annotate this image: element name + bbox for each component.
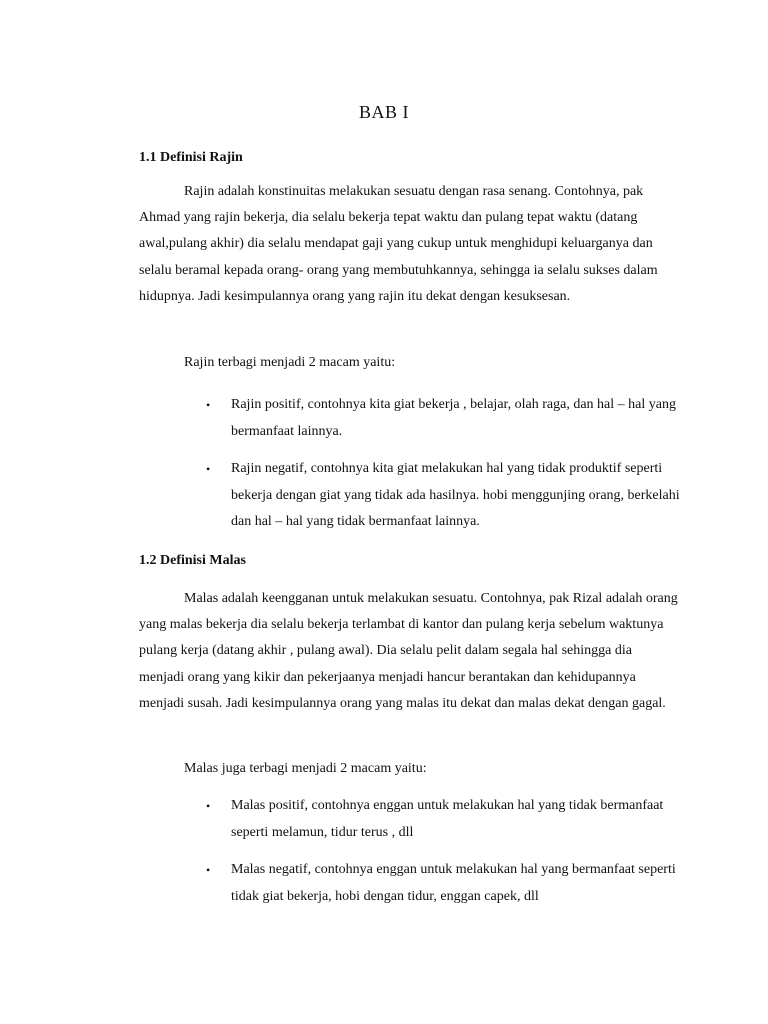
section-heading-rajin: 1.1 Definisi Rajin [139, 150, 243, 165]
bullet-icon: • [206, 863, 211, 877]
paragraph-rajin [139, 179, 679, 310]
paragraph-rajin-text: Rajin adalah konstinuitas melakukan sesuatu dengan rasa senang. Contohnya, pak Ahmad yang rajin bekerja, dia selalu bekerja tepat waktu dan pulang tepat waktu (datang awal,pulang akhir) dia selalu mendapat gaji yang cukup untuk menghidupi keluarganya dan selalu beramal kepada orang- orang yang membutuhkannya, sehingga ia selalu sukses dalam hidupnya. Jadi kesimpulannya orang yang rajin itu dekat dengan kesuksesan. [139, 184, 658, 304]
list-intro-malas: Malas juga terbagi menjadi 2 macam yaitu: [184, 761, 427, 776]
bullet-icon: • [206, 799, 211, 813]
list-item-text: Malas positif, contohnya enggan untuk melakukan hal yang tidak bermanfaat seperti melamun, tidur terus , dll [231, 798, 664, 840]
bullet-list-rajin [200, 392, 680, 547]
bullet-list-malas [200, 793, 680, 921]
paragraph-malas [139, 586, 679, 717]
section-heading-malas: 1.2 Definisi Malas [139, 553, 246, 568]
chapter-title: BAB I [358, 102, 409, 122]
list-item [200, 456, 680, 536]
list-item-text: Rajin positif, contohnya kita giat bekerja , belajar, olah raga, dan hal – hal yang bermanfaat lainnya. [231, 397, 676, 439]
list-item-text: Rajin negatif, contohnya kita giat melakukan hal yang tidak produktif seperti bekerja dengan giat yang tidak ada hasilnya. hobi menggunjing orang, berkelahi dan hal – hal yang tidak bermanfaat lainnya. [231, 461, 680, 529]
list-intro-rajin: Rajin terbagi menjadi 2 macam yaitu: [184, 355, 396, 370]
list-item [200, 857, 680, 910]
bullet-icon: • [206, 462, 211, 476]
list-item-text: Malas negatif, contohnya enggan untuk melakukan hal yang bermanfaat seperti tidak giat bekerja, hobi dengan tidur, enggan capek, dll [231, 862, 676, 904]
list-item [200, 392, 680, 445]
bullet-icon: • [206, 398, 211, 412]
list-item [200, 793, 680, 846]
paragraph-malas-text: Malas adalah keengganan untuk melakukan sesuatu. Contohnya, pak Rizal adalah orang yang malas bekerja dia selalu bekerja terlambat di kantor dan pulang kerja sebelum waktunya pulang kerja (datang akhir , pulang awal). Dia selalu pelit dalam segala hal sehingga dia menjadi orang yang kikir dan pekerjaanya menjadi hancur berantakan dan kehidupannya menjadi susah. Jadi kesimpulannya orang yang malas itu dekat dan malas dekat dengan gagal. [139, 591, 678, 711]
